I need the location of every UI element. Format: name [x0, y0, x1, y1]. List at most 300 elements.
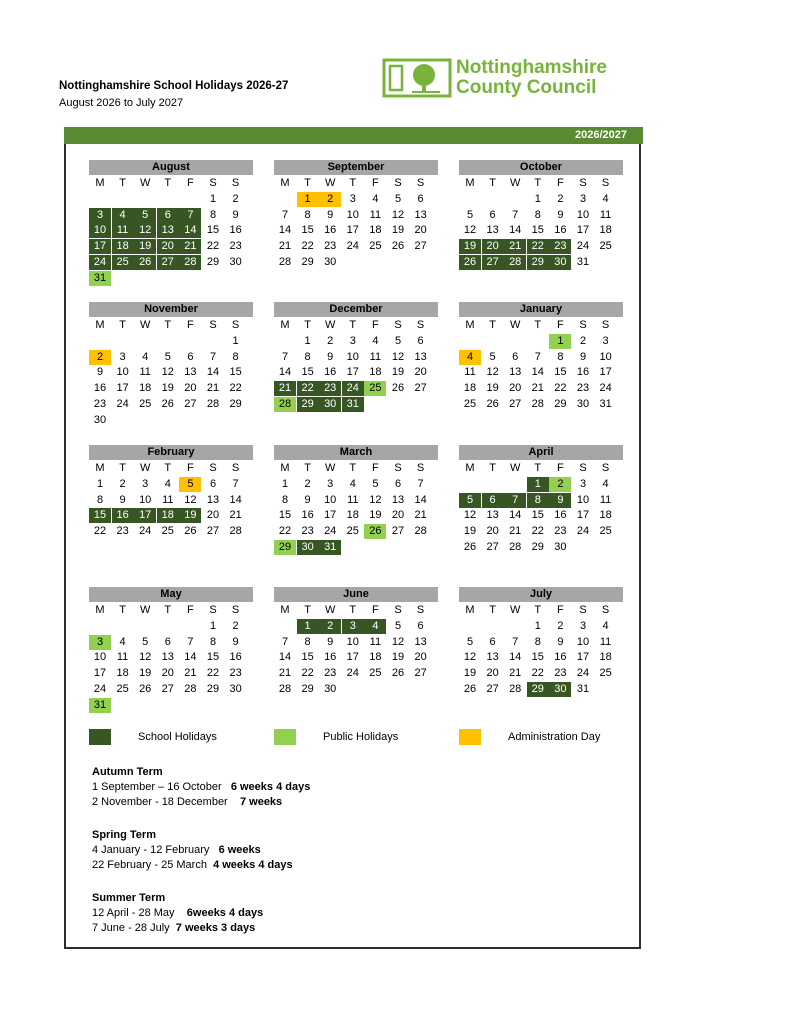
- day-cell: 10: [346, 635, 359, 648]
- weekday-label: S: [416, 462, 425, 474]
- day-cell: 14: [278, 651, 292, 664]
- day-cell: 21: [179, 239, 201, 254]
- legend-school-label: School Holidays: [138, 731, 217, 743]
- weekday-label: M: [95, 462, 105, 474]
- day-cell: 28: [278, 255, 292, 268]
- day-cell: 26: [364, 524, 386, 539]
- month-title: September: [274, 160, 438, 175]
- day-cell: 5: [164, 350, 171, 363]
- day-cell: 13: [486, 509, 499, 522]
- weekday-label: F: [187, 462, 194, 474]
- weekday-label: T: [489, 177, 496, 189]
- summer-term-line-2: 7 June - 28 July 7 weeks 3 days: [92, 922, 256, 934]
- weekday-label: T: [304, 177, 311, 189]
- day-cell: 28: [504, 255, 526, 270]
- day-cell: 7: [232, 478, 239, 490]
- weekday-label: S: [601, 604, 610, 616]
- day-cell: 29: [206, 255, 220, 268]
- day-cell: 15: [229, 366, 242, 379]
- day-cell: 30: [229, 682, 242, 695]
- day-cell: 19: [134, 239, 156, 254]
- day-cell: 15: [89, 508, 111, 523]
- day-cell: 29: [527, 255, 549, 270]
- weekday-label: M: [465, 604, 475, 616]
- weekday-label: M: [280, 604, 290, 616]
- day-cell: 25: [116, 682, 129, 695]
- day-cell: 1: [304, 335, 311, 347]
- weekday-label: S: [209, 177, 217, 189]
- day-cell: 24: [116, 397, 129, 410]
- weekday-label: T: [349, 604, 357, 616]
- day-cell: 13: [161, 651, 174, 664]
- day-cell: 19: [463, 525, 477, 538]
- day-cell: 28: [184, 682, 197, 695]
- day-cell: 2: [557, 193, 564, 205]
- month-july: [459, 587, 623, 695]
- weekday-label: F: [372, 319, 379, 331]
- day-cell: 16: [324, 651, 337, 664]
- day-cell: 12: [391, 208, 405, 221]
- day-cell: 30: [324, 682, 337, 695]
- day-cell: 20: [414, 366, 427, 379]
- day-cell: 2: [319, 619, 341, 634]
- day-cell: 19: [179, 508, 201, 523]
- day-cell: 12: [391, 350, 405, 363]
- day-cell: 9: [579, 350, 587, 363]
- weekday-label: S: [579, 319, 587, 331]
- day-cell: 17: [346, 224, 359, 237]
- day-cell: 24: [139, 525, 152, 538]
- day-cell: 21: [229, 509, 242, 522]
- day-cell: 15: [301, 651, 314, 664]
- day-cell: 16: [554, 509, 567, 522]
- day-cell: 15: [206, 651, 220, 664]
- day-cell: 23: [324, 240, 337, 253]
- day-cell: 22: [531, 525, 544, 538]
- weekday-label: S: [416, 319, 425, 331]
- day-cell: 24: [324, 525, 337, 538]
- day-cell: 3: [89, 635, 111, 650]
- weekday-label: T: [489, 319, 496, 331]
- day-cell: 14: [509, 509, 522, 522]
- weekday-label: T: [119, 462, 126, 474]
- weekday-label: F: [557, 177, 564, 189]
- day-cell: 7: [187, 635, 194, 648]
- weekday-label: S: [579, 462, 587, 474]
- day-cell: 9: [557, 208, 564, 221]
- month-march: [274, 445, 438, 553]
- month-may: [89, 587, 253, 711]
- day-cell: 15: [531, 651, 544, 664]
- day-cell: 1: [549, 334, 571, 349]
- day-cell: 8: [534, 635, 541, 648]
- weekday-label: W: [509, 319, 521, 331]
- day-cell: 24: [576, 525, 590, 538]
- day-cell: 29: [206, 682, 220, 695]
- day-cell: 4: [112, 208, 134, 223]
- day-cell: 3: [342, 619, 364, 634]
- day-cell: 7: [512, 208, 519, 221]
- day-cell: 10: [576, 208, 590, 221]
- weekday-label: T: [534, 177, 542, 189]
- day-cell: 11: [599, 208, 612, 221]
- day-cell: 26: [161, 397, 174, 410]
- day-cell: 8: [232, 350, 239, 363]
- summer-term-line-1: 12 April - 28 May 6weeks 4 days: [92, 907, 264, 919]
- weekday-label: S: [394, 604, 402, 616]
- day-cell: 1: [232, 335, 239, 347]
- weekday-label: T: [164, 604, 172, 616]
- day-cell: 23: [554, 525, 567, 538]
- day-cell: 21: [531, 382, 544, 395]
- day-cell: 7: [281, 350, 289, 363]
- day-cell: 4: [602, 620, 609, 632]
- day-cell: 8: [527, 493, 549, 508]
- day-cell: 31: [89, 271, 111, 286]
- day-cell: 2: [549, 477, 571, 492]
- logo-line-1: Nottinghamshire: [456, 57, 607, 78]
- day-cell: 16: [324, 224, 337, 237]
- day-cell: 13: [206, 493, 220, 506]
- day-cell: 15: [278, 509, 292, 522]
- day-cell: 8: [557, 350, 564, 363]
- weekday-label: T: [534, 604, 542, 616]
- day-cell: 24: [346, 667, 359, 680]
- day-cell: 22: [527, 239, 549, 254]
- weekday-label: T: [119, 604, 126, 616]
- day-cell: 19: [463, 667, 477, 680]
- weekday-label: T: [164, 462, 172, 474]
- weekday-label: S: [209, 462, 217, 474]
- day-cell: 20: [486, 667, 499, 680]
- day-cell: 5: [372, 478, 379, 490]
- weekday-label: S: [209, 319, 217, 331]
- day-cell: 22: [301, 240, 314, 253]
- day-cell: 14: [509, 224, 522, 237]
- day-cell: 20: [482, 239, 504, 254]
- day-cell: 5: [466, 635, 474, 648]
- day-cell: 23: [549, 239, 571, 254]
- day-cell: 15: [206, 224, 220, 237]
- day-cell: 23: [319, 381, 341, 396]
- day-cell: 3: [579, 478, 587, 490]
- day-cell: 9: [557, 635, 564, 648]
- day-cell: 19: [391, 224, 405, 237]
- day-cell: 17: [346, 651, 359, 664]
- day-cell: 22: [554, 382, 567, 395]
- day-cell: 15: [531, 224, 544, 237]
- day-cell: 31: [576, 255, 590, 268]
- day-cell: 13: [414, 350, 427, 363]
- weekday-label: T: [304, 319, 311, 331]
- day-cell: 19: [161, 382, 174, 395]
- weekday-label: M: [280, 462, 290, 474]
- weekday-label: F: [187, 319, 194, 331]
- day-cell: 22: [206, 667, 220, 680]
- day-cell: 3: [119, 350, 126, 363]
- weekday-label: F: [557, 604, 564, 616]
- day-cell: 3: [327, 478, 334, 490]
- day-cell: 17: [89, 239, 111, 254]
- day-cell: 15: [301, 366, 314, 379]
- month-title: February: [89, 445, 253, 460]
- day-cell: 5: [459, 493, 481, 508]
- weekday-label: S: [416, 177, 425, 189]
- weekday-label: S: [394, 319, 402, 331]
- day-cell: 24: [342, 381, 364, 396]
- day-cell: 9: [549, 493, 571, 508]
- day-cell: 13: [184, 366, 197, 379]
- weekday-label: M: [465, 462, 475, 474]
- day-cell: 3: [579, 193, 587, 205]
- day-cell: 27: [184, 397, 197, 410]
- day-cell: 12: [139, 651, 152, 664]
- day-cell: 31: [319, 540, 341, 555]
- day-cell: 25: [369, 240, 382, 253]
- day-cell: 19: [459, 239, 481, 254]
- day-cell: 9: [232, 208, 239, 221]
- day-cell: 22: [206, 240, 220, 253]
- legend-admin-label: Administration Day: [508, 731, 601, 743]
- day-cell: 30: [297, 540, 319, 555]
- weekday-label: W: [324, 604, 336, 616]
- day-cell: 15: [301, 224, 314, 237]
- day-cell: 23: [116, 525, 129, 538]
- day-cell: 7: [209, 350, 217, 363]
- day-cell: 22: [531, 667, 544, 680]
- day-cell: 22: [297, 381, 319, 396]
- weekday-label: T: [349, 462, 357, 474]
- page-title: Nottinghamshire School Holidays 2026-27: [59, 80, 289, 92]
- weekday-label: M: [465, 177, 475, 189]
- month-title: April: [459, 445, 623, 460]
- day-cell: 2: [232, 620, 239, 632]
- day-cell: 14: [184, 651, 197, 664]
- weekday-label: M: [95, 604, 105, 616]
- day-cell: 14: [278, 366, 292, 379]
- day-cell: 1: [527, 477, 549, 492]
- day-cell: 25: [463, 397, 477, 410]
- day-cell: 23: [324, 667, 337, 680]
- day-cell: 5: [179, 477, 201, 492]
- weekday-label: T: [534, 462, 542, 474]
- weekday-label: W: [324, 462, 336, 474]
- day-cell: 28: [414, 525, 427, 538]
- day-cell: 27: [486, 540, 499, 553]
- day-cell: 18: [369, 651, 382, 664]
- day-cell: 23: [301, 525, 314, 538]
- day-cell: 2: [304, 478, 311, 490]
- day-cell: 9: [327, 208, 334, 221]
- day-cell: 25: [139, 397, 152, 410]
- day-cell: 29: [301, 255, 314, 268]
- day-cell: 8: [281, 493, 289, 506]
- weekday-label: W: [139, 462, 151, 474]
- day-cell: 28: [206, 397, 220, 410]
- month-june: [274, 587, 438, 695]
- month-title: December: [274, 302, 438, 317]
- weekday-label: W: [324, 177, 336, 189]
- month-april: [459, 445, 623, 553]
- day-cell: 27: [414, 667, 427, 680]
- weekday-label: S: [601, 319, 610, 331]
- day-cell: 1: [534, 193, 541, 205]
- day-cell: 12: [463, 224, 477, 237]
- day-cell: 11: [347, 493, 359, 506]
- day-cell: 2: [579, 335, 587, 347]
- month-title: March: [274, 445, 438, 460]
- logo-line-2: County Council: [456, 77, 597, 98]
- day-cell: 11: [599, 493, 612, 506]
- weekday-label: T: [164, 177, 172, 189]
- day-cell: 10: [93, 651, 107, 664]
- day-cell: 26: [391, 240, 405, 253]
- day-cell: 27: [486, 682, 499, 695]
- weekday-label: T: [164, 319, 172, 331]
- day-cell: 16: [112, 508, 134, 523]
- weekday-label: F: [372, 604, 379, 616]
- weekday-label: F: [557, 462, 564, 474]
- weekday-label: W: [139, 604, 151, 616]
- weekday-label: F: [372, 177, 379, 189]
- day-cell: 1: [281, 478, 289, 490]
- day-cell: 5: [466, 208, 474, 221]
- day-cell: 20: [414, 651, 427, 664]
- day-cell: 30: [229, 255, 242, 268]
- weekday-label: M: [95, 177, 105, 189]
- day-cell: 21: [504, 239, 526, 254]
- day-cell: 10: [89, 223, 111, 238]
- day-cell: 30: [554, 540, 567, 553]
- weekday-label: T: [304, 462, 311, 474]
- day-cell: 27: [509, 397, 522, 410]
- month-january: [459, 302, 623, 410]
- day-cell: 28: [509, 540, 522, 553]
- day-cell: 20: [486, 525, 499, 538]
- day-cell: 20: [206, 509, 220, 522]
- day-cell: 17: [576, 651, 590, 664]
- weekday-label: S: [209, 604, 217, 616]
- day-cell: 11: [162, 493, 174, 506]
- month-august: [89, 160, 253, 284]
- day-cell: 6: [209, 478, 217, 490]
- day-cell: 20: [157, 239, 179, 254]
- day-cell: 27: [161, 682, 174, 695]
- day-cell: 23: [93, 397, 107, 410]
- month-title: October: [459, 160, 623, 175]
- weekday-label: W: [139, 177, 151, 189]
- day-cell: 31: [599, 397, 612, 410]
- day-cell: 11: [369, 208, 382, 221]
- day-cell: 17: [576, 509, 590, 522]
- day-cell: 3: [602, 335, 609, 347]
- weekday-label: T: [349, 177, 357, 189]
- day-cell: 20: [161, 667, 174, 680]
- day-cell: 27: [482, 255, 504, 270]
- day-cell: 6: [489, 208, 496, 221]
- day-cell: 20: [414, 224, 427, 237]
- month-title: May: [89, 587, 253, 602]
- day-cell: 15: [531, 509, 544, 522]
- weekday-label: S: [416, 604, 425, 616]
- weekday-label: S: [601, 177, 610, 189]
- day-cell: 10: [346, 208, 359, 221]
- day-cell: 19: [369, 509, 382, 522]
- day-cell: 19: [139, 667, 152, 680]
- weekday-label: T: [119, 177, 126, 189]
- day-cell: 10: [599, 350, 612, 363]
- day-cell: 7: [417, 478, 424, 490]
- autumn-term-line-2: 2 November - 18 December 7 weeks: [92, 796, 283, 808]
- day-cell: 10: [576, 635, 590, 648]
- day-cell: 11: [112, 223, 134, 238]
- day-cell: 29: [297, 397, 319, 412]
- day-cell: 18: [346, 509, 359, 522]
- month-title: January: [459, 302, 623, 317]
- day-cell: 26: [463, 540, 477, 553]
- spring-term-line-1: 4 January - 12 February 6 weeks: [92, 844, 261, 856]
- day-cell: 31: [576, 682, 590, 695]
- day-cell: 26: [139, 682, 152, 695]
- month-title: August: [89, 160, 253, 175]
- day-cell: 18: [599, 651, 612, 664]
- day-cell: 7: [534, 350, 541, 363]
- summer-term-title: Summer Term: [92, 892, 166, 904]
- month-september: [274, 160, 438, 268]
- day-cell: 21: [206, 382, 220, 395]
- day-cell: 17: [599, 366, 612, 379]
- day-cell: 3: [579, 620, 587, 632]
- day-cell: 10: [116, 366, 129, 379]
- day-cell: 11: [369, 350, 382, 363]
- day-cell: 9: [96, 366, 104, 379]
- weekday-label: M: [280, 177, 290, 189]
- day-cell: 6: [394, 478, 402, 490]
- day-cell: 6: [187, 350, 194, 363]
- year-label: 2026/2027: [575, 129, 627, 141]
- day-cell: 24: [89, 255, 111, 270]
- day-cell: 1: [96, 478, 104, 490]
- day-cell: 7: [281, 635, 289, 648]
- day-cell: 14: [531, 366, 544, 379]
- tree-logo-icon: [382, 58, 452, 98]
- weekday-label: S: [579, 604, 587, 616]
- weekday-label: S: [394, 177, 402, 189]
- day-cell: 4: [602, 478, 609, 490]
- day-cell: 22: [301, 667, 314, 680]
- day-cell: 9: [232, 635, 239, 648]
- day-cell: 4: [459, 350, 481, 365]
- weekday-label: T: [304, 604, 311, 616]
- day-cell: 10: [576, 493, 590, 506]
- month-october: [459, 160, 623, 268]
- weekday-label: T: [489, 604, 496, 616]
- month-february: [89, 445, 253, 538]
- day-cell: 13: [414, 208, 427, 221]
- day-cell: 30: [324, 255, 337, 268]
- day-cell: 13: [509, 366, 522, 379]
- day-cell: 9: [327, 635, 334, 648]
- spring-term-line-2: 22 February - 25 March 4 weeks 4 days: [92, 859, 293, 871]
- day-cell: 28: [179, 255, 201, 270]
- day-cell: 3: [89, 208, 111, 223]
- weekday-label: W: [509, 177, 521, 189]
- day-cell: 17: [346, 366, 359, 379]
- day-cell: 13: [157, 223, 179, 238]
- weekday-label: T: [489, 462, 496, 474]
- weekday-label: W: [509, 604, 521, 616]
- day-cell: 18: [463, 382, 477, 395]
